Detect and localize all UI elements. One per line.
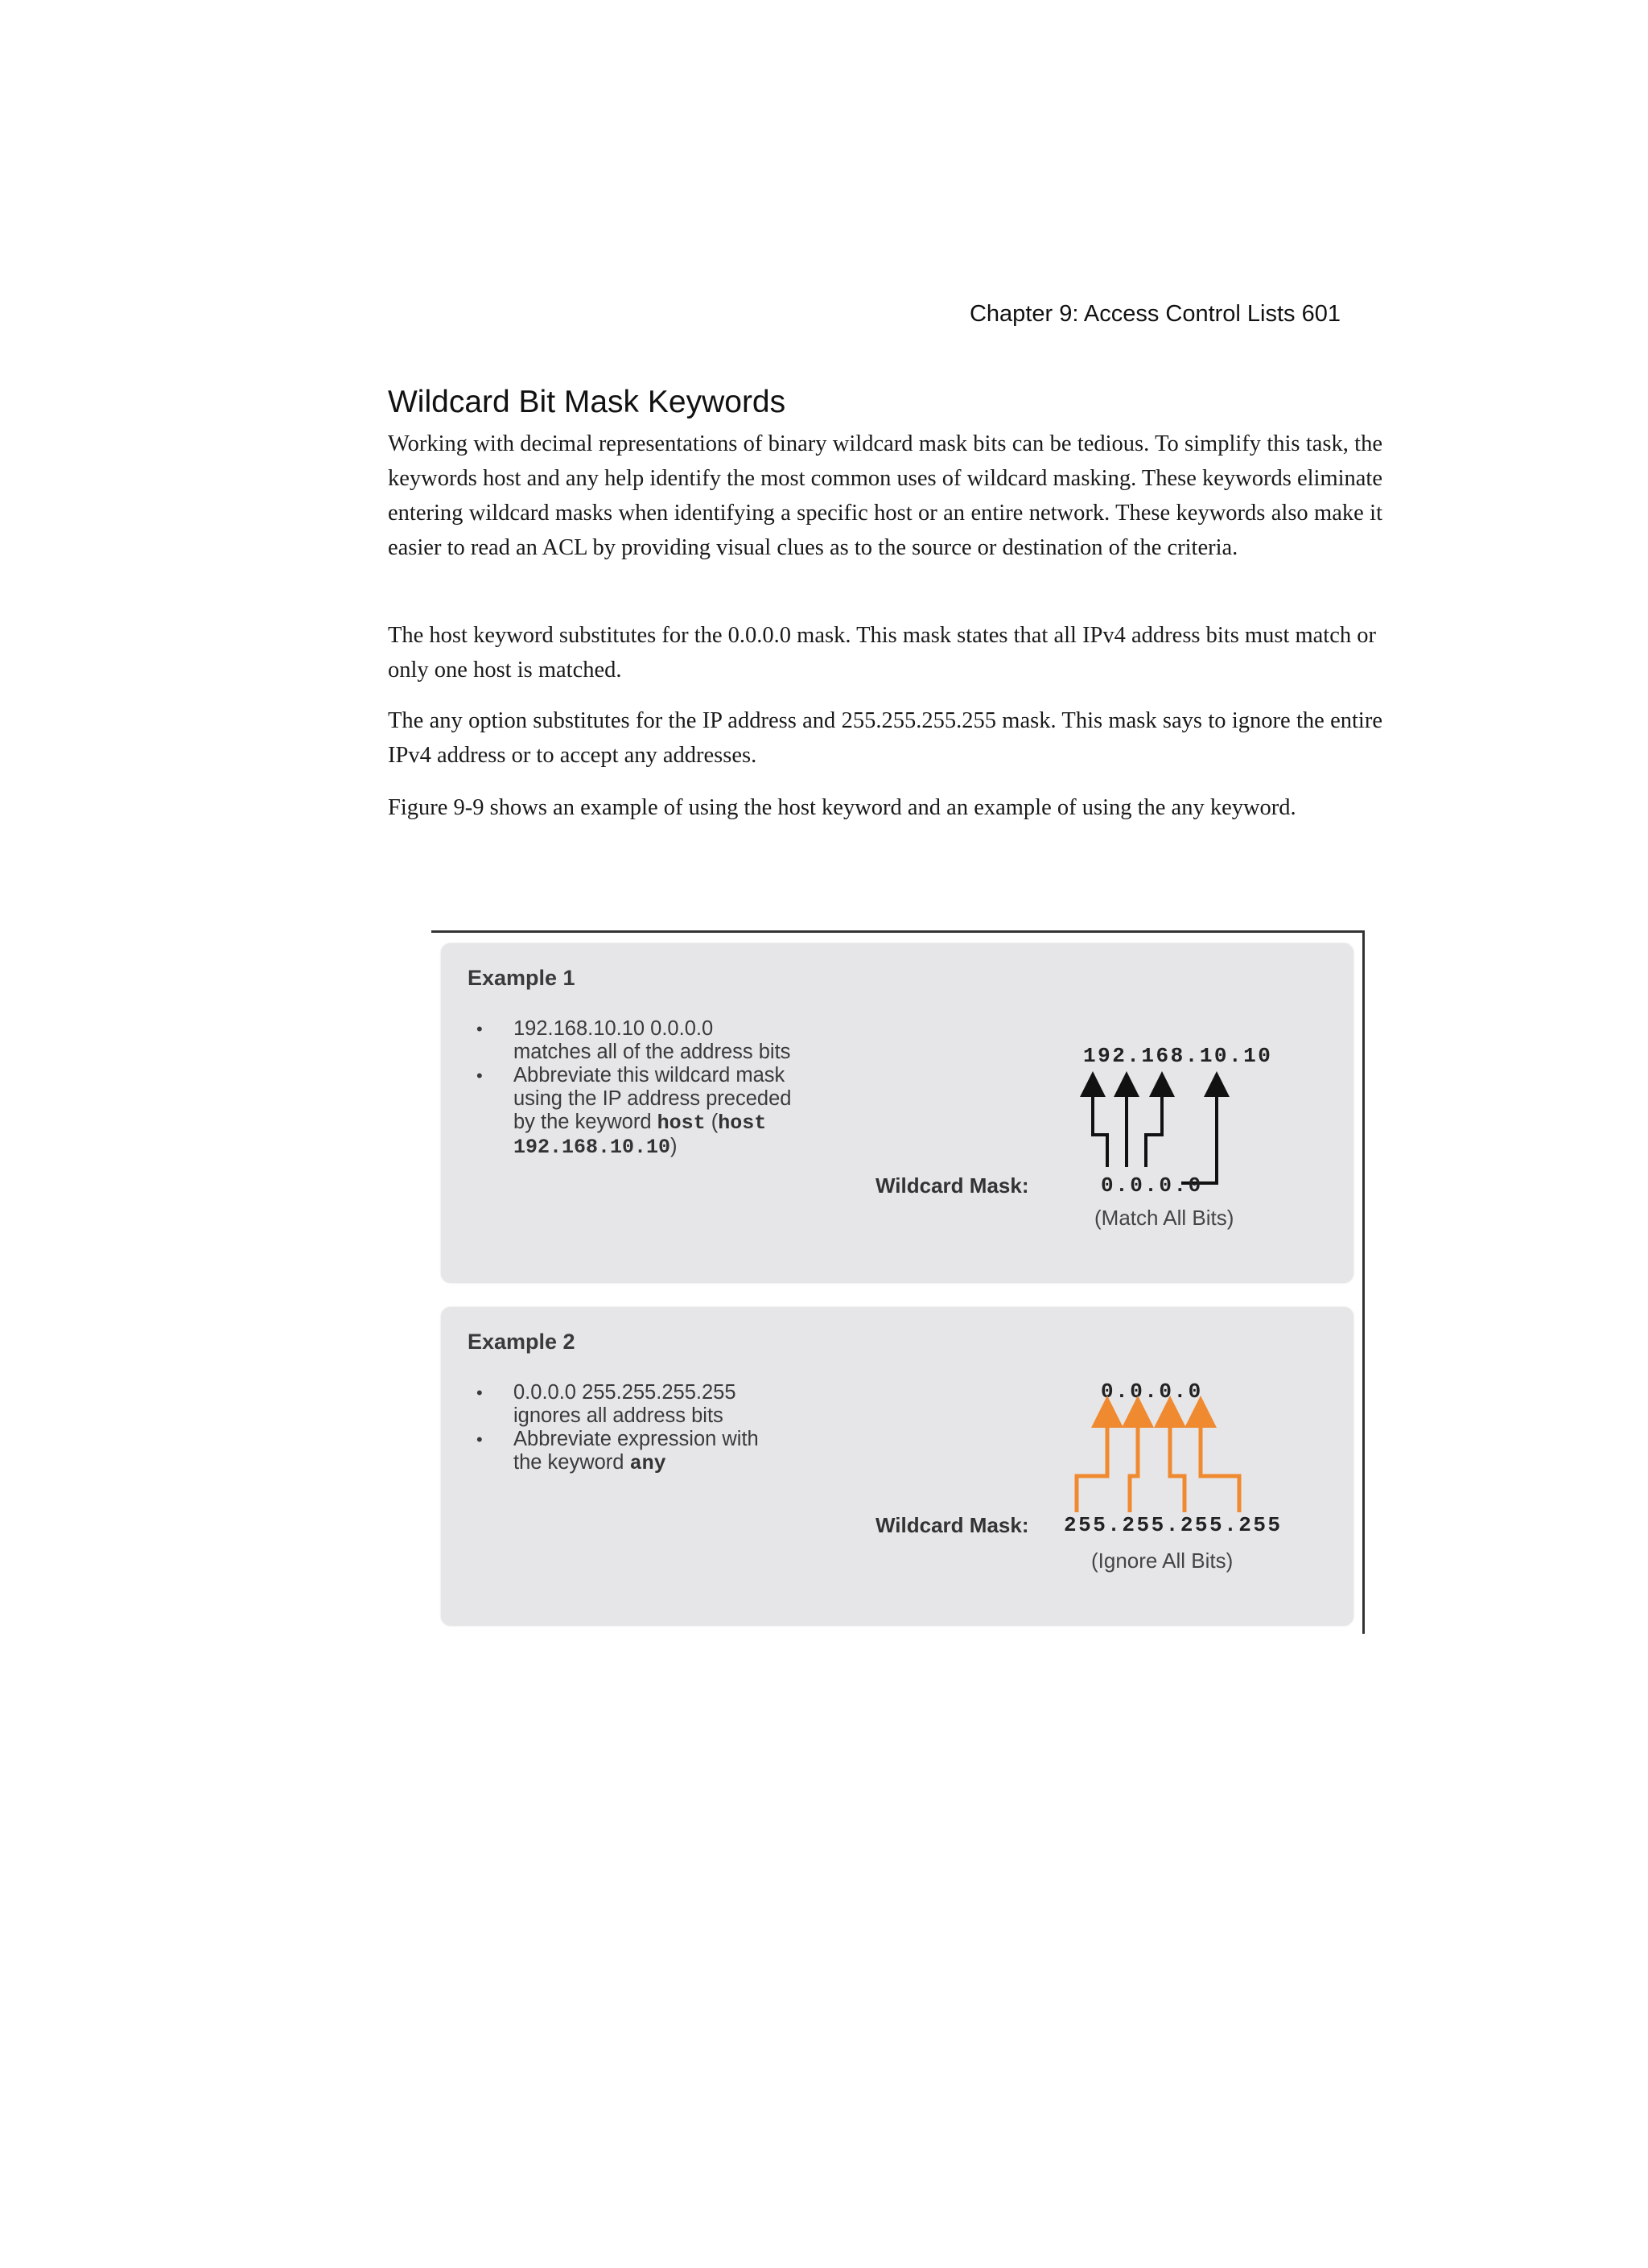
example-2-caption: (Ignore All Bits)	[1091, 1548, 1234, 1573]
bullet-text: Abbreviate this wildcard mask	[513, 1064, 785, 1087]
bullet-text: matches all of the address bits	[513, 1041, 791, 1063]
paragraph-any: The any option substitutes for the IP address and 255.255.255.255 mask. This mask says to ignore the entire IPv4 address or to accept any addresses.	[388, 708, 1382, 768]
arrow-octet-2	[1130, 1412, 1138, 1512]
host-keyword: host	[718, 1111, 767, 1135]
example-1-ip-address: 192.168.10.10	[1083, 1044, 1273, 1068]
host-ip: 192.168.10.10	[513, 1136, 671, 1159]
figure-frame-top	[431, 930, 1365, 933]
example-1-mask-label: Wildcard Mask:	[876, 1173, 1029, 1198]
bullet-text: 192.168.10.10 0.0.0.0	[513, 1017, 714, 1040]
arrow-octet-3	[1170, 1412, 1184, 1512]
example-1-caption: (Match All Bits)	[1094, 1206, 1234, 1230]
figure-frame-right	[1362, 930, 1365, 1634]
bullet-text: Abbreviate expression with	[513, 1428, 759, 1450]
bullet-text: using the IP address preceded	[513, 1087, 792, 1110]
example-1-wildcard-mask: 0.0.0.0	[1101, 1173, 1203, 1198]
bullet-text: ignores all address bits	[513, 1404, 723, 1427]
bullet-text: )	[670, 1135, 678, 1157]
arrow-octet-1	[1077, 1412, 1107, 1512]
host-keyword: host	[657, 1111, 706, 1135]
figure-9-9	[431, 930, 1365, 1634]
example-2-panel	[441, 1307, 1353, 1626]
example-2-wildcard-mask: 255.255.255.255	[1064, 1513, 1283, 1537]
arrow-octet-3	[1146, 1084, 1162, 1167]
paragraph-host: The host keyword substitutes for the 0.0.0.0 mask. This mask states that all IPv4 address bits must match or only one host is matched.	[388, 623, 1376, 682]
running-head: Chapter 9: Access Control Lists 601	[969, 301, 1341, 327]
arrow-octet-4	[1201, 1412, 1239, 1512]
arrow-octet-4	[1181, 1084, 1217, 1183]
arrow-octet-1	[1093, 1084, 1107, 1167]
bullet-text: the keyword	[513, 1451, 630, 1474]
bullet-text: 0.0.0.0 255.255.255.255	[513, 1381, 736, 1404]
example-2-ip-address: 0.0.0.0	[1101, 1379, 1203, 1404]
bullet-text: (	[705, 1111, 719, 1133]
example-2-title: Example 2	[468, 1330, 575, 1354]
bullet-text: by the keyword	[513, 1111, 657, 1133]
example-2-mask-label: Wildcard Mask:	[876, 1513, 1029, 1537]
example-1-arrows	[441, 943, 1353, 1283]
section-title: Wildcard Bit Mask Keywords	[388, 385, 786, 419]
example-2-arrows	[441, 1307, 1353, 1626]
example-1-title: Example 1	[468, 966, 575, 990]
example-1-panel	[441, 943, 1353, 1283]
paragraph-figure-ref: Figure 9-9 shows an example of using the host keyword and an example of using the any keyword.	[388, 795, 1296, 820]
paragraph-intro: Working with decimal representations of binary wildcard mask bits can be tedious. To simplify this task, the keywords host and any help identify the most common uses of wildcard masking. These keywords eliminate entering wildcard masks when identifying a specific host or an entire network. These keywords also make it easier to read an ACL by providing visual clues as to the source or destination of the criteria.	[388, 431, 1382, 560]
any-keyword: any	[629, 1452, 666, 1475]
